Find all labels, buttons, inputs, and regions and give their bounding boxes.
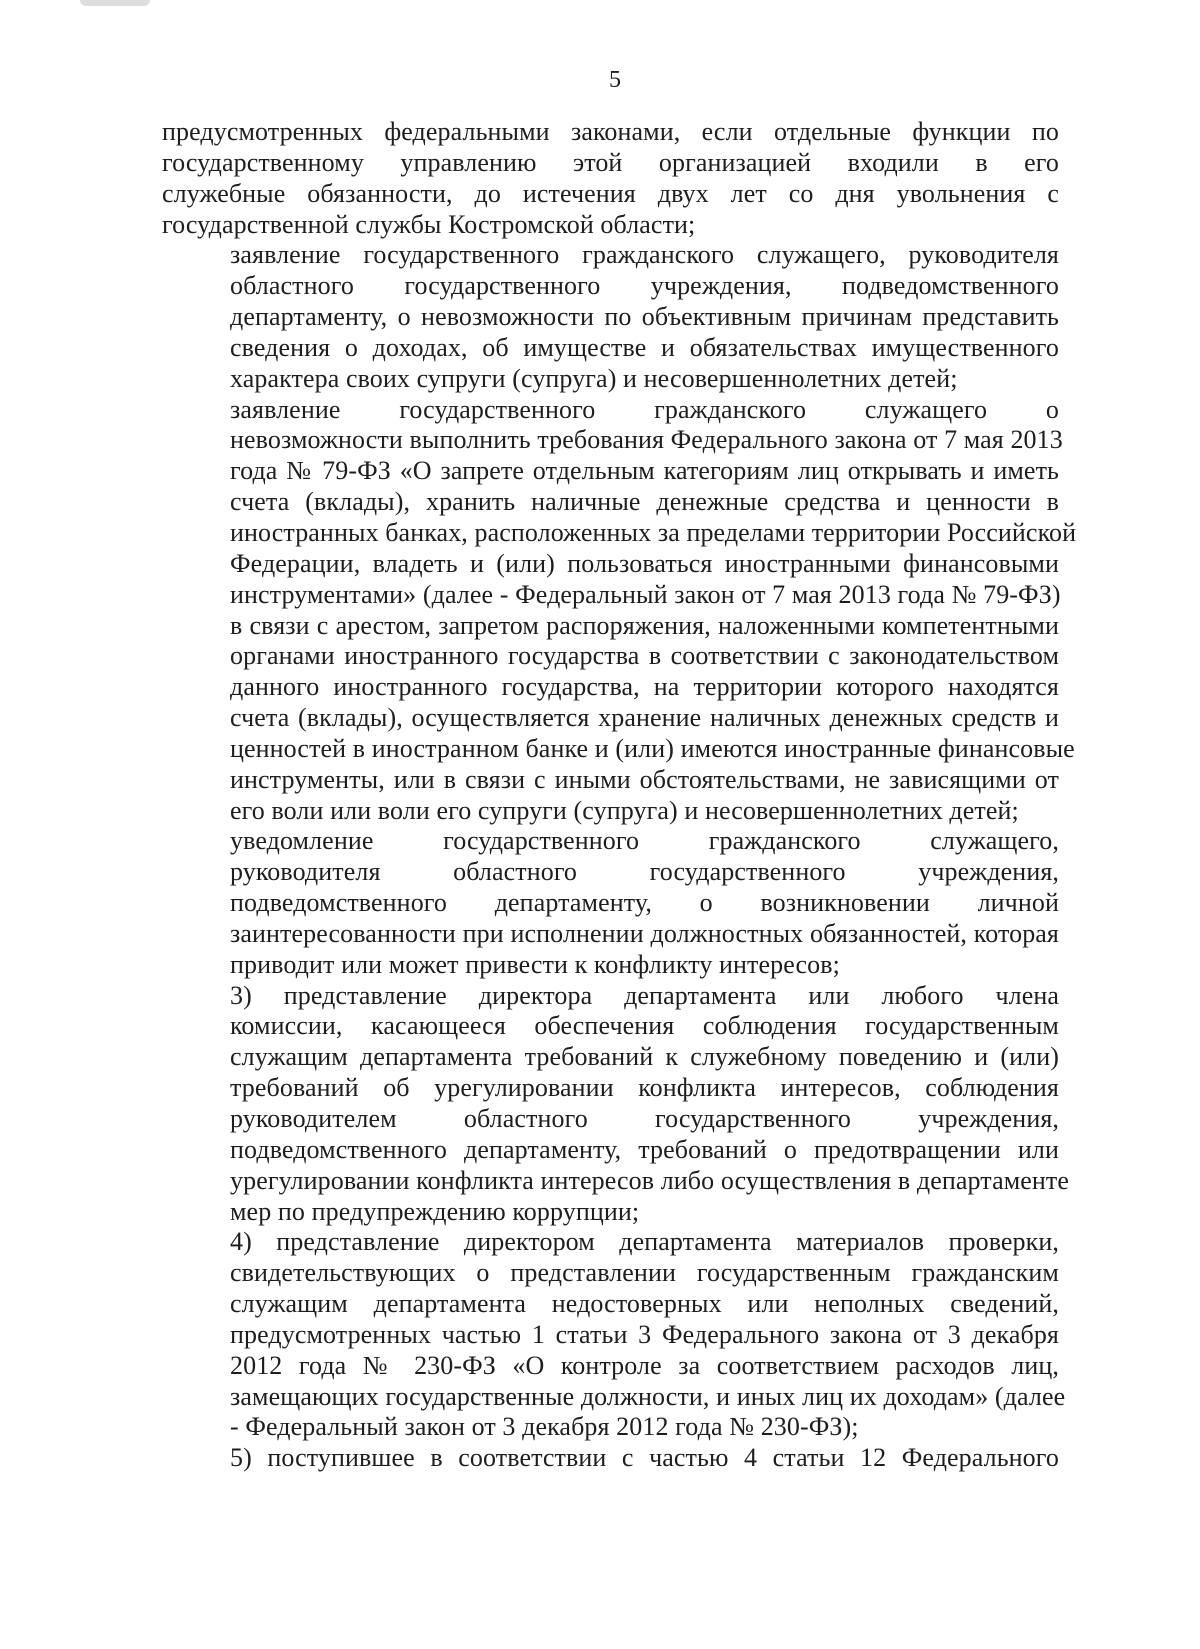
text-line: года № 79-ФЗ «О запрете отдельным категориям лиц открывать и иметь [230, 456, 1059, 486]
text-line: служебные обязанности, до истечения двух лет со дня увольнения с [162, 178, 1059, 208]
scan-artifact [80, 0, 150, 6]
page-number: 5 [609, 67, 621, 93]
text-line: невозможности выполнить требования Федерального закона от 7 мая 2013 [230, 425, 1063, 455]
text-line: иностранных банках, расположенных за пределами территории Российской [230, 517, 1077, 547]
text-line: сведения о доходах, об имуществе и обязательствах имущественного [230, 332, 1059, 362]
paragraph [162, 826, 1059, 980]
text-line: государственному управлению этой организацией входили в его [162, 147, 1059, 177]
text-line: руководителем областного государственного учреждения, [230, 1104, 1059, 1133]
text-line: 2012 года № 230-ФЗ «О контроле за соответствием расходов лиц, [230, 1350, 1059, 1380]
text-line: заявление государственного гражданского служащего, руководителя [230, 240, 1059, 270]
text-line: требований об урегулировании конфликта интересов, соблюдения [230, 1073, 1059, 1103]
text-line: данного иностранного государства, на территории которого находятся [230, 672, 1059, 702]
text-line: приводит или может привести к конфликту интересов; [230, 949, 840, 979]
text-line: подведомственного департаменту, требований о предотвращении или [230, 1134, 1059, 1164]
text-line: инструментами» (далее - Федеральный закон от 7 мая 2013 года № 79-ФЗ) [230, 579, 1061, 609]
text-line: служащим департамента недостоверных или неполных сведений, [230, 1289, 1059, 1319]
text-line: государственной службы Костромской области; [162, 209, 696, 239]
text-line: его воли или воли его супруги (супруга) и несовершеннолетних детей; [230, 795, 1019, 825]
text-line: 5) поступившее в соответствии с частью 4 статьи 12 Федерального [230, 1443, 1059, 1473]
text-line: ценностей в иностранном банке и (или) имеются иностранные финансовые [230, 733, 1075, 763]
text-line: служащим департамента требований к служебному поведению и (или) [230, 1042, 1059, 1072]
text-line: счета (вклады), осуществляется хранение наличных денежных средств и [230, 703, 1059, 733]
text-line: заинтересованности при исполнении должностных обязанностей, которая [230, 918, 1059, 948]
text-line: подведомственного департаменту, о возникновении личной [230, 888, 1059, 918]
document-body [162, 117, 1077, 1474]
text-line: характера своих супруги (супруга) и несовершеннолетних детей; [230, 363, 958, 393]
text-line: мер по предупреждению коррупции; [230, 1196, 640, 1226]
text-line: заявление государственного гражданского служащего о [230, 394, 1059, 424]
paragraph [162, 980, 1070, 1228]
text-line: руководителя областного государственного учреждения, [230, 857, 1059, 887]
text-line: 3) представление директора департамента или любого члена [230, 980, 1059, 1010]
text-line: 4) представление директором департамента материалов проверки, [230, 1227, 1059, 1257]
paragraph [162, 394, 1077, 827]
paragraph [162, 240, 1059, 394]
text-line: замещающих государственные должности, и иных лиц их доходам» (далее [230, 1381, 1066, 1411]
text-line: комиссии, касающееся обеспечения соблюдения государственным [230, 1011, 1059, 1041]
text-line: департаменту, о невозможности по объективным причинам представить [230, 302, 1059, 332]
text-line: свидетельствующих о представлении государственным гражданским [230, 1258, 1059, 1288]
text-line: Федерации, владеть и (или) пользоваться иностранными финансовыми [230, 548, 1059, 578]
text-line: органами иностранного государства в соответствии с законодательством [230, 641, 1059, 671]
text-line: областного государственного учреждения, подведомственного [230, 271, 1059, 301]
paragraph [162, 1227, 1066, 1443]
text-line: предусмотренных федеральными законами, если отдельные функции по [162, 117, 1059, 146]
text-line: урегулировании конфликта интересов либо осуществления в департаменте [230, 1165, 1070, 1195]
text-line: в связи с арестом, запретом распоряжения, наложенными компетентными [230, 610, 1059, 640]
text-line: - Федеральный закон от 3 декабря 2012 года № 230-ФЗ); [230, 1412, 859, 1442]
text-line: инструменты, или в связи с иными обстоятельствами, не зависящими от [230, 764, 1059, 794]
paragraph [162, 117, 1059, 240]
paragraph [162, 1443, 1059, 1474]
text-line: счета (вклады), хранить наличные денежные средства и ценности в [230, 487, 1059, 517]
text-line: предусмотренных частью 1 статьи 3 Федерального закона от 3 декабря [230, 1319, 1059, 1349]
text-line: уведомление государственного гражданского служащего, [230, 826, 1059, 856]
